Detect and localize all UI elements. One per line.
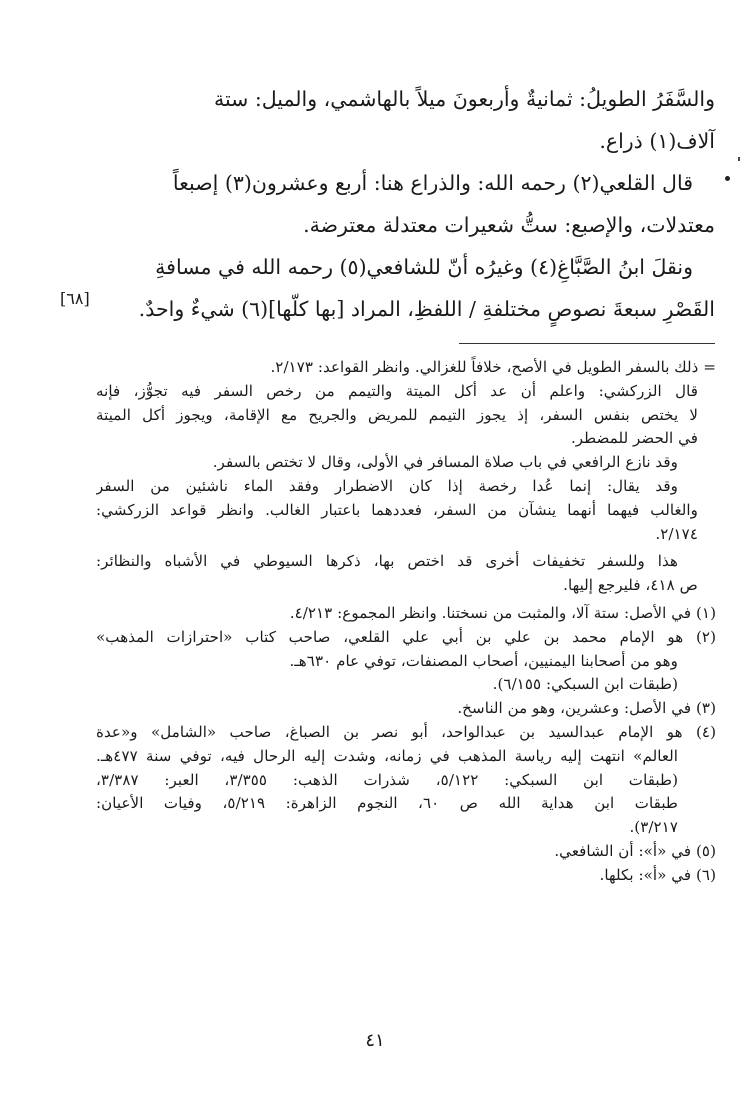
page-number: ٤١ [365,1030,385,1051]
main-line: معتدلات، والإصبع: ستُّ شعيرات معتدلة معترضة. [303,213,715,237]
footnote-line: طبقات ابن هداية الله ص ٦٠، النجوم الزاهرة: ٥/٢١٩، وفيات الأعيان: [96,794,678,813]
footnote-line: قال الزركشي: واعلم أن عد أكل الميتة والتيمم من رخص السفر فيه تجوُّز، فإنه [96,381,698,400]
footnote-line: (طبقات ابن السبكي: ٥/١٢٢، شذرات الذهب: ٣/٣٥٥، العبر: ٣/٣٨٧، [96,770,679,789]
main-line: قال القلعي(٢) رحمه الله: والذراع هنا: أربع وعشرون(٣) إصبعاً [172,171,693,195]
footnote-line: وقد نازع الرافعي في باب صلاة المسافر في الأولى، وقال لا تختص بالسفر. [212,453,678,472]
footnote-line: ٣/٢١٧). [629,818,678,837]
footnote-line: وهو من أصحابنا اليمنيين، أصحاب المصنفات، توفي عام ٦٣٠هـ. [289,651,678,670]
footnote-line: (١) في الأصل: ستة آلا، والمثبت من نسختنا. وانظر المجموع: ٤/٢١٣. [289,603,716,622]
footnote-line: (٦) في «أ»: بكلها. [599,865,716,884]
main-text [100,78,715,330]
footnote-line: وقد يقال: إنما عُدا رخصة إذا كان الاضطرار وفقد الماء ناشئين من السفر [96,476,678,495]
footnote-line: (٥) في «أ»: أن الشافعي. [554,841,716,860]
footnote-separator [459,343,715,344]
manuscript-folio-marker: [٦٨] [60,289,90,308]
main-line: القَصْرِ سبعةَ نصوصٍ مختلفةِ / اللفظِ، المراد [بها كلّها](٦) شيءٌ واحدٌ. [138,297,715,321]
footnote-line: = ذلك بالسفر الطويل في الأصح، خلافاً للغزالي. وانظر القواعد: ٢/١٧٣. [270,358,716,376]
main-line: والسَّفَرُ الطويلُ: ثمانيةٌ وأربعونَ ميلاً بالهاشمي، والميل: ستة [213,87,715,111]
footnote-line: (طبقات ابن السبكي: ٦/١٥٥). [492,675,678,694]
footnote-line: (٢) هو الإمام محمد بن علي بن أبي علي القلعي، صاحب كتاب «احترازات المذهب» [96,627,716,646]
footnotes [96,356,716,888]
footnote-line: لا يختص بنفس السفر، إذ يجوز التيمم للمريض والجريح مع الإقامة، ويجوز أكل الميتة [96,405,698,424]
footnote-line: العالم» انتهت إليه رياسة المذهب في زمانه، وشدت إليه الرحال فيه، توفي سنة ٤٧٧هـ. [96,746,678,765]
main-line: آلاف(١) ذراع. [599,129,715,153]
footnote-line: (٣) في الأصل: وعشرين، وهو من الناسخ. [457,699,716,718]
footnote-line: ٢/١٧٤. [655,524,698,543]
margin-mark [725,176,730,181]
footnote-line: في الحضر للمضطر. [570,429,698,448]
margin-mark [738,157,740,161]
main-line: ونقلَ ابنُ الصَّبَّاغِ(٤) وغيرُه أنّ للشافعي(٥) رحمه الله في مسافةِ [155,255,693,279]
footnote-line: (٤) هو الإمام عبدالسيد بن عبدالواحد، أبو نصر بن الصباغ، صاحب «الشامل» و«عدة [96,722,716,741]
footnote-line: والغالب فيهما أنهما ينشآن من السفر، فعددهما باعتبار الغالب. وانظر قواعد الزركشي: [96,500,698,519]
footnote-line: هذا وللسفر تخفيفات أخرى قد اختص بها، ذكرها السيوطي في الأشباه والنظائر: [96,552,678,571]
footnote-line: ص ٤١٨، فليرجع إليها. [563,576,698,595]
